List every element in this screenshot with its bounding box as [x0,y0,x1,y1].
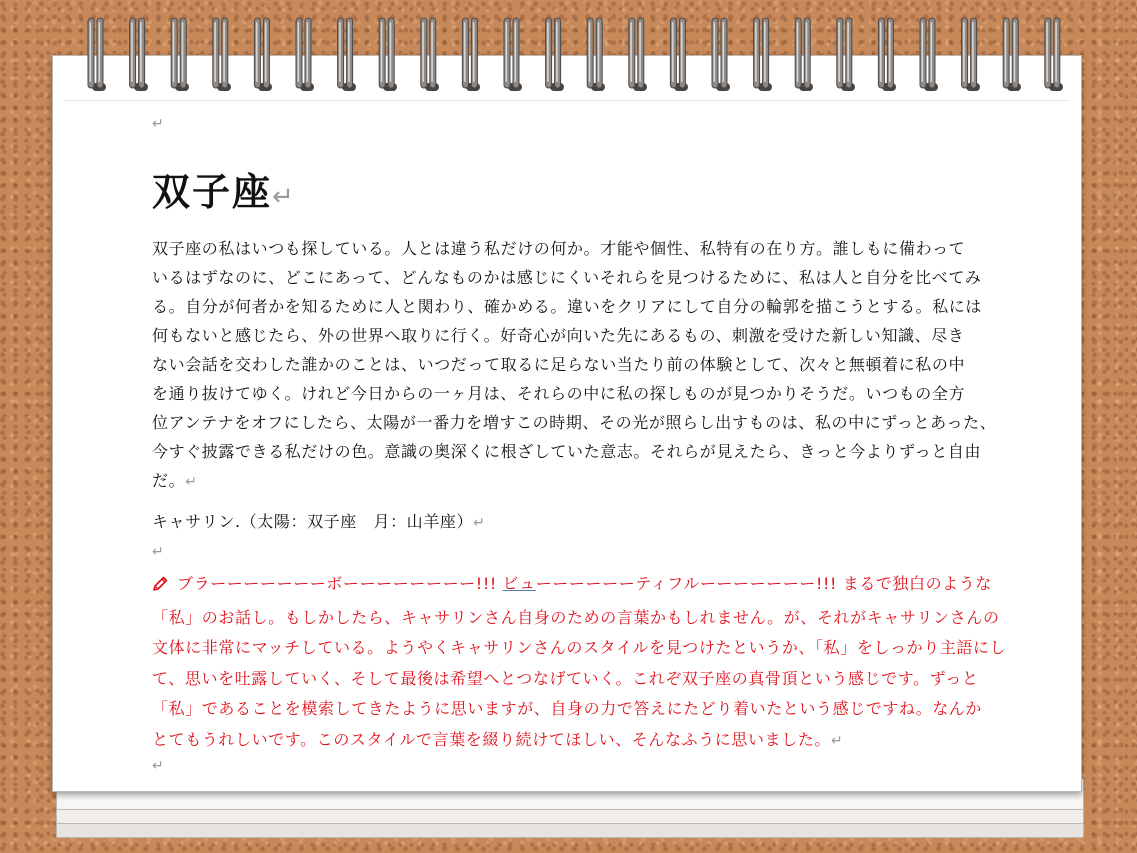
binding-holes [53,56,1081,96]
author-credit: キャサリン.（太陽：双子座 月：山羊座）↵ [152,512,486,531]
binding-hole [258,83,272,91]
comment-line: ブラーーーーーーーボーーーーーーーー!!! ビューーーーーーティフルーーーーーーー!!! まるで独白のような [152,569,992,603]
comment-line: とてもうれしいです。このスタイルで言葉を綴り続けてほしい、そんなふうに思いました。↵ [152,729,844,749]
body-line: 位アンテナをオフにしたら、太陽が一番力を増すこの時期、その光が照らし出すものは、私の中にずっとあった、 [152,413,997,432]
pencil-icon [152,572,169,603]
binding-hole [466,83,480,91]
comment-line: 「私」のお話し。もしかしたら、キャサリンさん自身のための言葉かもしれません。が、それがキャサリンさんの [152,607,1000,627]
paragraph-mark-icon: ↵ [272,182,296,212]
binding-hole [966,83,980,91]
binding-hole [924,83,938,91]
binding-hole [342,83,356,91]
body-line: 何もないと感じたら、外の世界へ取りに行く。好奇心が向いた先にあるもの、刺激を受けた新しい知識、尽き [152,326,965,345]
binding-hole [1007,83,1021,91]
comment-line: て、思いを吐露していく、そして最後は希望へとつなげていく。これぞ双子座の真骨頂という感じです。ずっと [152,668,979,688]
paragraph-mark-icon: ↵ [185,474,198,490]
binding-hole [550,83,564,91]
paragraph-mark-icon: ↵ [152,544,164,560]
paragraph-mark-icon: ↵ [831,732,844,749]
binding-hole [383,83,397,91]
paragraph-mark-icon: ↵ [152,116,164,132]
body-line: 今すぐ披露できる私だけの色。意識の奥深くに根ざしていた意志。それらが見えたら、きっと今よりずっと自由 [152,442,982,461]
body-line: ない会話を交わした誰かのことは、いつだって取るに足らない当たり前の体験として、次々と無頓着に私の中 [152,355,966,374]
horoscope-body [152,234,997,497]
page-title: 双子座↵ [152,170,296,214]
binding-hole [300,83,314,91]
binding-hole [134,83,148,91]
body-line: だ。↵ [152,471,198,490]
paragraph-mark-icon: ↵ [152,758,164,774]
body-line: る。自分が何者かを知るために人と関わり、確かめる。違いをクリアにして自分の輪郭を描こうとする。私には [152,297,983,316]
binding-hole [1049,83,1063,91]
binding-hole [217,83,231,91]
body-line: を通り抜けてゆく。けれど今日からの一ヶ月は、それらの中に私の探しものが見つかりそうだ。いつもの全方 [152,384,966,403]
binding-hole [799,83,813,91]
comment-line: 文体に非常にマッチしている。ようやくキャサリンさんのスタイルを見つけたというか、「私」をしっかり主語にし [152,638,1007,657]
binding-hole [716,83,730,91]
editor-comment [152,569,1007,756]
binding-hole [674,83,688,91]
binding-hole [758,83,772,91]
spellcheck-underlined-word: ビュ [502,574,536,593]
binding-hole [633,83,647,91]
paragraph-mark-icon: ↵ [473,515,486,531]
binding-hole [841,83,855,91]
body-line: 双子座の私はいつも探している。人とは違う私だけの何か。才能や個性、私特有の在り方。誰しもに備わって [152,239,966,258]
comment-line: 「私」であることを模索してきたように思いますが、自身の力で答えにたどり着いたという感じですね。なんか [152,699,983,718]
binding-hole [882,83,896,91]
binding-hole [508,83,522,91]
binding-hole [591,83,605,91]
binding-hole [175,83,189,91]
binding-hole [92,83,106,91]
binding-hole [425,83,439,91]
body-line: いるはずなのに、どこにあって、どんなものかは感じにくいそれらを見つけるために、私は人と自分を比べてみ [152,268,982,287]
